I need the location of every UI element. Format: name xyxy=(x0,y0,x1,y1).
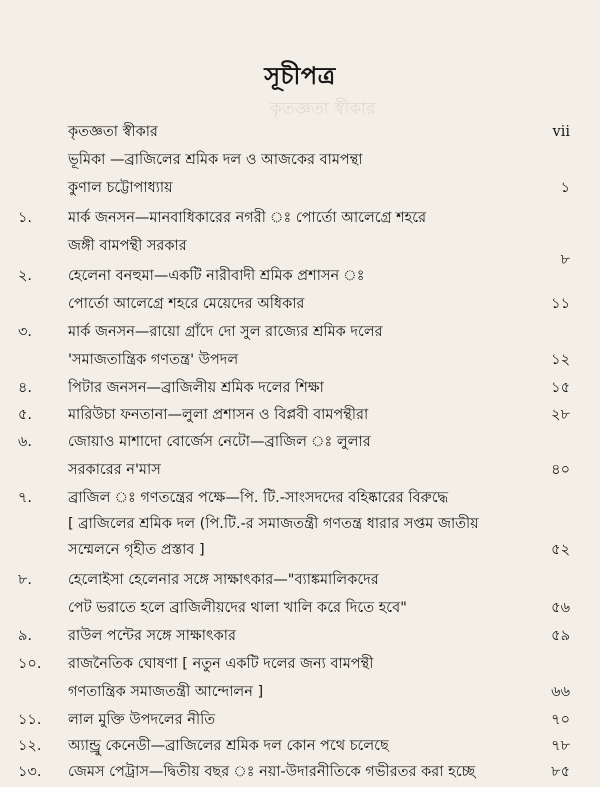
entry-line: গণতান্ত্রিক সমাজতন্ত্রী আন্দোলন ] xyxy=(68,684,264,700)
entry-number: ৭. xyxy=(18,490,33,506)
entry-line: হেলেনা বনহুমা—একটি নারীবাদী শ্রমিক প্রশাসন ঃ xyxy=(68,268,365,284)
entry-line: পিটার জনসন—ব্রাজিলীয় শ্রমিক দলের শিক্ষা xyxy=(68,380,324,396)
entry-page-number: ১১ xyxy=(551,296,570,312)
entry-line: সম্মেলনে গৃহীত প্রস্তাব ] xyxy=(68,542,205,558)
entry-line: অ্যান্ড্রু কেনেডী—ব্রাজিলের শ্রমিক দল কোন পথে চলেছে xyxy=(68,738,389,754)
entry-line: ব্রাজিল ঃ গণতন্ত্রের পক্ষে—পি. টি.-সাংসদদের বহিষ্কারের বিরুদ্ধে xyxy=(68,490,449,506)
entry-line: কুণাল চট্টোপাধ্যায় xyxy=(68,180,173,196)
entry-line: জোয়াও মাশাদো বোর্জেস নেটো—ব্রাজিল ঃ লুলার xyxy=(68,434,371,450)
entry-page-number: ১ xyxy=(560,180,570,196)
entry-page-number: ১৫ xyxy=(551,380,570,396)
entry-page-number: ৮ xyxy=(560,252,570,268)
entry-page-number: ৪০ xyxy=(551,462,570,478)
entry-line: জঙ্গী বামপন্থী সরকার xyxy=(68,238,187,254)
show-through-heading: কৃতজ্ঞতা স্বীকার xyxy=(270,99,376,119)
entry-line: [ ব্রাজিলের শ্রমিক দল (পি.টি.-র সমাজতন্ত্রী গণতন্ত্র ধারার সপ্তম জাতীয় xyxy=(68,516,479,532)
entry-number: ৩. xyxy=(18,324,33,340)
entry-page-number: ৬৬ xyxy=(551,684,570,700)
entry-number: ১২. xyxy=(18,738,42,754)
entry-line: রাউল পন্টের সঙ্গে সাক্ষাৎকার xyxy=(68,628,236,644)
entry-page-number: ৫৯ xyxy=(551,628,570,644)
entry-page-number: ১২ xyxy=(551,352,570,368)
entry-number: ৬. xyxy=(18,434,33,450)
entry-page-number: ২৮ xyxy=(551,407,570,423)
entry-page-number: ৭৮ xyxy=(551,738,570,754)
entry-line: ভূমিকা —ব্রাজিলের শ্রমিক দল ও আজকের বামপন্থা xyxy=(68,152,363,168)
entry-page-number: ৫২ xyxy=(551,542,570,558)
entry-line: পেট ভরাতে হলে ব্রাজিলীয়দের থালা খালি করে দিতে হবে" xyxy=(68,600,407,616)
page-title: সূচীপত্র xyxy=(264,62,336,90)
entry-page-number: ৮৫ xyxy=(551,764,570,780)
entry-number: ৮. xyxy=(18,572,33,588)
entry-number: ১১. xyxy=(18,712,42,728)
entry-number: ২. xyxy=(18,268,33,284)
entry-line: মার্ক জনসন—রায়ো গ্রাঁদে দো সুল রাজ্যের শ্রমিক দলের xyxy=(68,324,383,340)
entry-number: ৫. xyxy=(18,407,33,423)
entry-page-number: ৫৬ xyxy=(551,600,570,616)
entry-line: পোর্তো আলেগ্রে শহরে মেয়েদের অধিকার xyxy=(68,296,305,312)
entry-line: হেলোইসা হেলেনার সঙ্গে সাক্ষাৎকার—"ব্যাঙ্কমালিকদের xyxy=(68,572,379,588)
entry-number: ৪. xyxy=(18,380,33,396)
entry-number: ১৩. xyxy=(18,764,42,780)
entry-line: মার্ক জনসন—মানবাধিকারের নগরী ঃ পোর্তো আলেগ্রে শহরে xyxy=(68,210,427,226)
entry-line: সরকারের ন'মাস xyxy=(68,462,161,478)
entry-line: রাজনৈতিক ঘোষণা [ নতুন একটি দলের জন্য বামপন্থী xyxy=(68,656,374,672)
entry-line: কৃতজ্ঞতা স্বীকার xyxy=(68,124,158,140)
entry-line: লাল মুক্তি উপদলের নীতি xyxy=(68,712,216,728)
entry-number: ৯. xyxy=(18,628,33,644)
entry-number: ১. xyxy=(18,210,33,226)
entry-line: জেমস পেট্রাস—দ্বিতীয় বছর ঃ নয়া-উদারনীতিকে গভীরতর করা হচ্ছে xyxy=(68,764,476,780)
entry-number: ১০. xyxy=(18,656,42,672)
entry-page-number: ৭০ xyxy=(551,712,570,728)
entry-line: 'সমাজতান্ত্রিক গণতন্ত্র' উপদল xyxy=(68,352,239,368)
entry-page-number: vii xyxy=(552,124,570,140)
entry-line: মারিউচা ফনতানা—লুলা প্রশাসন ও বিপ্লবী বামপন্থীরা xyxy=(68,407,369,423)
